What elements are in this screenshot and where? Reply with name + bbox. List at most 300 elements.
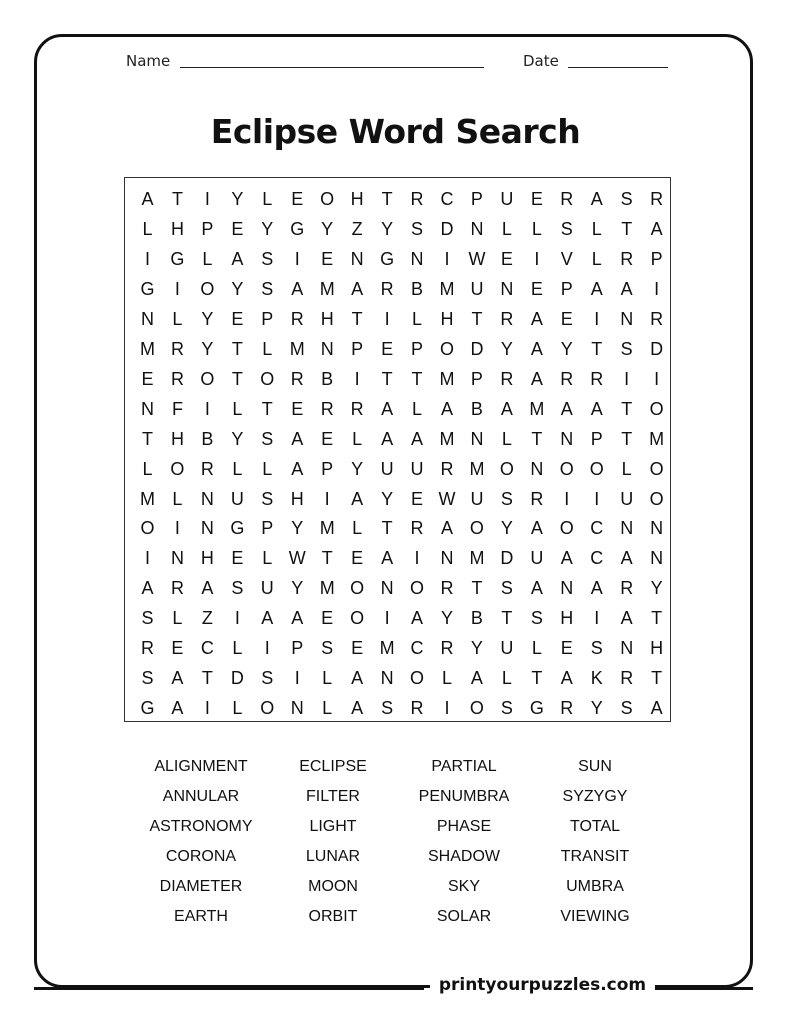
grid-letter[interactable]: A [381, 548, 394, 569]
grid-letter[interactable]: E [321, 608, 334, 629]
grid-letter[interactable]: T [621, 398, 633, 419]
grid-letter[interactable]: I [594, 308, 600, 329]
grid-letter[interactable]: U [530, 548, 544, 569]
grid-letter[interactable]: A [351, 278, 364, 299]
grid-letter[interactable]: T [531, 428, 543, 449]
grid-letter[interactable]: D [650, 338, 664, 359]
grid-letter[interactable]: O [649, 398, 664, 419]
grid-letter[interactable]: U [620, 488, 634, 509]
grid-letter[interactable]: P [470, 189, 483, 209]
letter-grid[interactable] [124, 177, 671, 722]
grid-letter[interactable]: A [351, 488, 364, 509]
grid-letter[interactable]: L [441, 668, 452, 689]
grid-letter[interactable]: T [471, 308, 483, 329]
grid-letter[interactable]: A [590, 278, 603, 299]
grid-letter[interactable]: C [200, 638, 214, 659]
grid-letter[interactable]: O [559, 458, 574, 479]
grid-letter[interactable]: A [291, 278, 304, 299]
grid-letter[interactable]: A [470, 668, 483, 689]
grid-letter[interactable]: N [620, 308, 634, 329]
grid-letter[interactable]: B [321, 368, 334, 389]
grid-letter[interactable]: O [260, 698, 275, 719]
grid-letter[interactable]: Y [321, 218, 334, 239]
grid-letter[interactable]: O [649, 458, 664, 479]
grid-letter[interactable]: V [560, 248, 573, 269]
grid-letter[interactable]: L [232, 458, 243, 479]
grid-letter[interactable]: Y [440, 608, 453, 629]
grid-letter[interactable]: Y [261, 218, 274, 239]
grid-letter[interactable]: L [262, 189, 273, 209]
grid-letter[interactable]: R [560, 698, 574, 719]
grid-letter[interactable]: R [590, 368, 604, 389]
grid-letter[interactable]: R [410, 518, 424, 539]
grid-letter[interactable]: P [411, 338, 424, 359]
grid-letter[interactable]: S [620, 189, 633, 209]
grid-letter[interactable]: N [620, 638, 634, 659]
grid-letter[interactable]: I [354, 368, 360, 389]
grid-letter[interactable]: E [530, 278, 543, 299]
grid-letter[interactable]: B [470, 398, 483, 419]
grid-letter[interactable]: I [414, 548, 420, 569]
grid-letter[interactable]: L [531, 638, 542, 659]
grid-letter[interactable]: G [140, 278, 155, 299]
grid-letter[interactable]: T [381, 518, 393, 539]
grid-letter[interactable]: S [500, 578, 513, 599]
grid-letter[interactable]: R [440, 638, 454, 659]
grid-letter[interactable]: L [202, 248, 213, 269]
grid-letter[interactable]: E [321, 248, 334, 269]
grid-letter[interactable]: A [201, 578, 214, 599]
date-write-line[interactable] [568, 67, 668, 68]
grid-letter[interactable]: A [560, 668, 573, 689]
grid-letter[interactable]: Y [291, 518, 304, 539]
grid-letter[interactable]: Y [201, 338, 214, 359]
grid-letter[interactable]: U [470, 278, 484, 299]
grid-letter[interactable]: S [530, 608, 543, 629]
grid-letter[interactable]: M [529, 398, 545, 419]
grid-letter[interactable]: I [204, 398, 210, 419]
grid-letter[interactable]: R [410, 189, 424, 209]
grid-letter[interactable]: O [260, 368, 275, 389]
grid-letter[interactable]: T [471, 578, 483, 599]
grid-letter[interactable]: L [322, 698, 333, 719]
grid-letter[interactable]: G [170, 248, 185, 269]
grid-letter[interactable]: Y [231, 278, 244, 299]
grid-letter[interactable]: P [261, 518, 274, 539]
grid-letter[interactable]: E [291, 189, 304, 209]
grid-letter[interactable]: N [141, 398, 154, 419]
grid-letter[interactable]: S [261, 428, 274, 449]
grid-letter[interactable]: E [500, 248, 513, 269]
grid-letter[interactable]: R [290, 308, 304, 329]
grid-letter[interactable]: A [381, 428, 394, 449]
grid-letter[interactable]: P [321, 458, 334, 479]
grid-letter[interactable]: H [170, 428, 184, 449]
grid-letter[interactable]: I [594, 488, 600, 509]
grid-letter[interactable]: E [141, 368, 154, 389]
grid-letter[interactable]: N [650, 548, 664, 569]
grid-letter[interactable]: B [201, 428, 214, 449]
grid-letter[interactable]: A [291, 428, 304, 449]
grid-letter[interactable]: M [319, 278, 335, 299]
grid-letter[interactable]: A [440, 518, 453, 539]
grid-letter[interactable]: A [620, 548, 633, 569]
grid-letter[interactable]: I [384, 308, 390, 329]
grid-letter[interactable]: A [141, 189, 154, 209]
grid-letter[interactable]: A [650, 218, 663, 239]
grid-letter[interactable]: L [352, 518, 363, 539]
grid-letter[interactable]: P [560, 278, 573, 299]
grid-letter[interactable]: C [410, 638, 424, 659]
grid-letter[interactable]: R [290, 368, 304, 389]
grid-letter[interactable]: T [651, 668, 663, 689]
grid-letter[interactable]: G [290, 218, 305, 239]
grid-letter[interactable]: S [381, 698, 394, 719]
grid-letter[interactable]: T [171, 189, 183, 209]
grid-letter[interactable]: E [231, 218, 244, 239]
grid-letter[interactable]: R [620, 668, 634, 689]
grid-letter[interactable]: W [438, 488, 456, 509]
grid-letter[interactable]: U [470, 488, 484, 509]
grid-letter[interactable]: S [141, 608, 154, 629]
grid-letter[interactable]: I [594, 608, 600, 629]
grid-letter[interactable]: A [530, 368, 543, 389]
grid-letter[interactable]: T [201, 668, 213, 689]
grid-letter[interactable]: S [261, 488, 274, 509]
grid-letter[interactable]: P [590, 428, 603, 449]
grid-letter[interactable]: I [204, 698, 210, 719]
grid-letter[interactable]: A [530, 518, 543, 539]
grid-letter[interactable]: T [501, 608, 513, 629]
grid-letter[interactable]: L [262, 338, 273, 359]
grid-letter[interactable]: G [230, 518, 245, 539]
grid-letter[interactable]: G [529, 698, 544, 719]
grid-letter[interactable]: A [590, 398, 603, 419]
grid-letter[interactable]: L [232, 398, 243, 419]
grid-letter[interactable]: M [469, 458, 485, 479]
grid-letter[interactable]: A [620, 608, 633, 629]
grid-letter[interactable]: C [590, 518, 604, 539]
grid-letter[interactable]: U [410, 458, 424, 479]
grid-letter[interactable]: G [380, 248, 395, 269]
grid-letter[interactable]: A [381, 398, 394, 419]
grid-letter[interactable]: E [530, 189, 543, 209]
grid-letter[interactable]: R [620, 248, 634, 269]
grid-letter[interactable]: E [560, 638, 573, 659]
grid-letter[interactable]: O [140, 518, 155, 539]
grid-letter[interactable]: O [200, 368, 215, 389]
grid-letter[interactable]: B [470, 608, 483, 629]
grid-letter[interactable]: R [500, 308, 514, 329]
grid-letter[interactable]: I [174, 278, 180, 299]
grid-letter[interactable]: T [231, 368, 243, 389]
grid-letter[interactable]: L [352, 428, 363, 449]
grid-letter[interactable]: O [589, 458, 604, 479]
grid-letter[interactable]: S [411, 218, 424, 239]
grid-letter[interactable]: M [379, 638, 395, 659]
grid-letter[interactable]: N [650, 518, 664, 539]
grid-letter[interactable]: R [350, 398, 364, 419]
grid-letter[interactable]: R [560, 368, 574, 389]
grid-letter[interactable]: R [380, 278, 394, 299]
grid-letter[interactable]: H [440, 308, 454, 329]
grid-letter[interactable]: R [650, 189, 664, 209]
grid-letter[interactable]: N [170, 548, 184, 569]
grid-letter[interactable]: D [440, 218, 454, 239]
grid-letter[interactable]: M [140, 338, 155, 359]
grid-letter[interactable]: L [142, 218, 153, 239]
grid-letter[interactable]: S [590, 638, 603, 659]
grid-letter[interactable]: A [291, 458, 304, 479]
grid-letter[interactable]: O [350, 608, 365, 629]
grid-letter[interactable]: T [142, 428, 153, 449]
grid-letter[interactable]: R [440, 578, 454, 599]
grid-letter[interactable]: R [410, 698, 424, 719]
grid-letter[interactable]: S [620, 698, 633, 719]
grid-letter[interactable]: H [650, 638, 664, 659]
grid-letter[interactable]: T [651, 608, 663, 629]
grid-letter[interactable]: I [144, 248, 150, 269]
grid-letter[interactable]: N [470, 218, 484, 239]
grid-letter[interactable]: H [170, 218, 184, 239]
grid-letter[interactable]: Y [351, 458, 364, 479]
grid-letter[interactable]: A [590, 578, 603, 599]
grid-letter[interactable]: T [381, 189, 393, 209]
grid-letter[interactable]: P [470, 368, 483, 389]
grid-letter[interactable]: T [531, 668, 543, 689]
grid-letter[interactable]: A [560, 398, 573, 419]
grid-letter[interactable]: L [531, 218, 542, 239]
grid-letter[interactable]: A [500, 398, 513, 419]
grid-letter[interactable]: S [231, 578, 244, 599]
grid-letter[interactable]: A [530, 578, 543, 599]
grid-letter[interactable]: R [170, 368, 184, 389]
grid-letter[interactable]: Y [470, 638, 483, 659]
grid-letter[interactable]: T [621, 218, 633, 239]
grid-letter[interactable]: P [291, 638, 304, 659]
grid-letter[interactable]: M [319, 578, 335, 599]
grid-letter[interactable]: C [440, 189, 454, 209]
grid-letter[interactable]: M [649, 428, 665, 449]
grid-letter[interactable]: O [649, 488, 664, 509]
name-write-line[interactable] [180, 67, 484, 68]
grid-letter[interactable]: T [321, 548, 333, 569]
grid-letter[interactable]: Y [560, 338, 573, 359]
grid-letter[interactable]: S [500, 488, 513, 509]
grid-letter[interactable]: U [230, 488, 244, 509]
grid-letter[interactable]: F [171, 398, 183, 419]
grid-letter[interactable]: O [410, 668, 425, 689]
grid-letter[interactable]: A [351, 668, 364, 689]
grid-letter[interactable]: P [650, 248, 663, 269]
grid-letter[interactable]: S [560, 218, 573, 239]
grid-letter[interactable]: R [170, 338, 184, 359]
grid-letter[interactable]: R [170, 578, 184, 599]
grid-letter[interactable]: E [411, 488, 424, 509]
grid-letter[interactable]: I [294, 248, 300, 269]
grid-letter[interactable]: I [324, 488, 330, 509]
grid-letter[interactable]: I [444, 698, 450, 719]
grid-letter[interactable]: A [171, 698, 184, 719]
grid-letter[interactable]: N [560, 578, 574, 599]
grid-letter[interactable]: E [231, 548, 244, 569]
grid-letter[interactable]: I [654, 368, 660, 389]
grid-letter[interactable]: N [620, 518, 634, 539]
grid-letter[interactable]: R [500, 368, 514, 389]
grid-letter[interactable]: M [319, 518, 335, 539]
grid-letter[interactable]: A [650, 698, 663, 719]
grid-letter[interactable]: N [410, 248, 424, 269]
grid-letter[interactable]: Y [500, 338, 513, 359]
grid-letter[interactable]: E [351, 548, 364, 569]
grid-letter[interactable]: L [621, 458, 632, 479]
grid-letter[interactable]: A [171, 668, 184, 689]
grid-letter[interactable]: L [412, 308, 423, 329]
grid-letter[interactable]: I [654, 278, 660, 299]
grid-letter[interactable]: T [261, 398, 273, 419]
grid-letter[interactable]: E [351, 638, 364, 659]
grid-letter[interactable]: H [200, 548, 214, 569]
grid-letter[interactable]: H [320, 308, 334, 329]
grid-letter[interactable]: I [234, 608, 240, 629]
grid-letter[interactable]: I [534, 248, 540, 269]
grid-letter[interactable]: N [380, 668, 394, 689]
grid-letter[interactable]: U [500, 638, 514, 659]
grid-letter[interactable]: R [440, 458, 454, 479]
grid-letter[interactable]: T [231, 338, 243, 359]
grid-letter[interactable]: L [501, 428, 512, 449]
grid-letter[interactable]: N [380, 578, 394, 599]
grid-letter[interactable]: A [291, 608, 304, 629]
grid-letter[interactable]: O [439, 338, 454, 359]
grid-letter[interactable]: N [470, 428, 484, 449]
grid-letter[interactable]: H [560, 608, 574, 629]
grid-letter[interactable]: G [140, 698, 155, 719]
grid-letter[interactable]: H [290, 488, 304, 509]
grid-letter[interactable]: I [564, 488, 570, 509]
grid-letter[interactable]: I [444, 248, 450, 269]
grid-letter[interactable]: B [411, 278, 424, 299]
grid-letter[interactable]: R [200, 458, 214, 479]
grid-letter[interactable]: U [380, 458, 394, 479]
grid-letter[interactable]: E [560, 308, 573, 329]
grid-letter[interactable]: M [439, 428, 455, 449]
grid-letter[interactable]: Y [201, 308, 214, 329]
grid-letter[interactable]: A [411, 608, 424, 629]
grid-letter[interactable]: C [590, 548, 604, 569]
grid-letter[interactable]: L [232, 698, 243, 719]
grid-letter[interactable]: R [560, 189, 574, 209]
grid-letter[interactable]: M [439, 278, 455, 299]
grid-letter[interactable]: S [261, 248, 274, 269]
grid-letter[interactable]: R [650, 308, 664, 329]
grid-letter[interactable]: N [350, 248, 364, 269]
grid-letter[interactable]: W [468, 248, 486, 269]
grid-letter[interactable]: T [351, 308, 363, 329]
grid-letter[interactable]: O [469, 698, 484, 719]
grid-letter[interactable]: K [590, 668, 603, 689]
grid-letter[interactable]: O [410, 578, 425, 599]
grid-letter[interactable]: T [411, 368, 423, 389]
grid-letter[interactable]: M [140, 488, 155, 509]
grid-letter[interactable]: Z [351, 218, 363, 239]
grid-letter[interactable]: A [351, 698, 364, 719]
grid-letter[interactable]: Y [650, 578, 663, 599]
grid-letter[interactable]: L [591, 248, 602, 269]
grid-letter[interactable]: P [261, 308, 274, 329]
grid-letter[interactable]: P [201, 218, 214, 239]
grid-letter[interactable]: M [289, 338, 305, 359]
grid-letter[interactable]: S [261, 278, 274, 299]
grid-letter[interactable]: D [500, 548, 514, 569]
grid-letter[interactable]: E [231, 308, 244, 329]
grid-letter[interactable]: R [620, 578, 634, 599]
grid-letter[interactable]: N [320, 338, 334, 359]
grid-letter[interactable]: A [440, 398, 453, 419]
grid-letter[interactable]: L [412, 398, 423, 419]
grid-letter[interactable]: Y [291, 578, 304, 599]
grid-letter[interactable]: A [530, 338, 543, 359]
grid-letter[interactable]: L [172, 608, 183, 629]
grid-letter[interactable]: L [322, 668, 333, 689]
grid-letter[interactable]: O [170, 458, 185, 479]
grid-letter[interactable]: O [469, 518, 484, 539]
grid-letter[interactable]: N [141, 308, 154, 329]
grid-letter[interactable]: S [620, 338, 633, 359]
grid-letter[interactable]: M [439, 368, 455, 389]
grid-letter[interactable]: T [381, 368, 393, 389]
grid-letter[interactable]: Y [500, 518, 513, 539]
grid-letter[interactable]: E [381, 338, 394, 359]
grid-letter[interactable]: N [500, 278, 514, 299]
grid-letter[interactable]: U [260, 578, 274, 599]
grid-letter[interactable]: I [204, 189, 210, 209]
grid-letter[interactable]: A [590, 189, 603, 209]
grid-letter[interactable]: O [499, 458, 514, 479]
grid-letter[interactable]: O [320, 189, 335, 209]
grid-letter[interactable]: I [174, 518, 180, 539]
grid-letter[interactable]: A [411, 428, 424, 449]
grid-letter[interactable]: I [384, 608, 390, 629]
grid-letter[interactable]: A [231, 248, 244, 269]
grid-letter[interactable]: I [624, 368, 630, 389]
grid-letter[interactable]: L [142, 458, 153, 479]
grid-letter[interactable]: O [350, 578, 365, 599]
grid-letter[interactable]: S [500, 698, 513, 719]
grid-letter[interactable]: S [141, 668, 154, 689]
grid-letter[interactable]: I [264, 638, 270, 659]
grid-letter[interactable]: I [144, 548, 150, 569]
grid-letter[interactable]: U [500, 189, 514, 209]
grid-letter[interactable]: Y [381, 488, 394, 509]
grid-letter[interactable]: E [171, 638, 184, 659]
grid-letter[interactable]: S [321, 638, 334, 659]
grid-letter[interactable]: E [291, 398, 304, 419]
grid-letter[interactable]: L [232, 638, 243, 659]
grid-letter[interactable]: Z [201, 608, 213, 629]
grid-letter[interactable]: Y [231, 428, 244, 449]
grid-letter[interactable]: L [501, 218, 512, 239]
grid-letter[interactable]: D [470, 338, 484, 359]
grid-letter[interactable]: O [200, 278, 215, 299]
grid-letter[interactable]: T [591, 338, 603, 359]
grid-letter[interactable]: N [200, 488, 214, 509]
grid-letter[interactable]: D [230, 668, 244, 689]
grid-letter[interactable]: T [621, 428, 633, 449]
grid-letter[interactable]: R [320, 398, 334, 419]
grid-letter[interactable]: L [172, 308, 183, 329]
grid-letter[interactable]: S [261, 668, 274, 689]
